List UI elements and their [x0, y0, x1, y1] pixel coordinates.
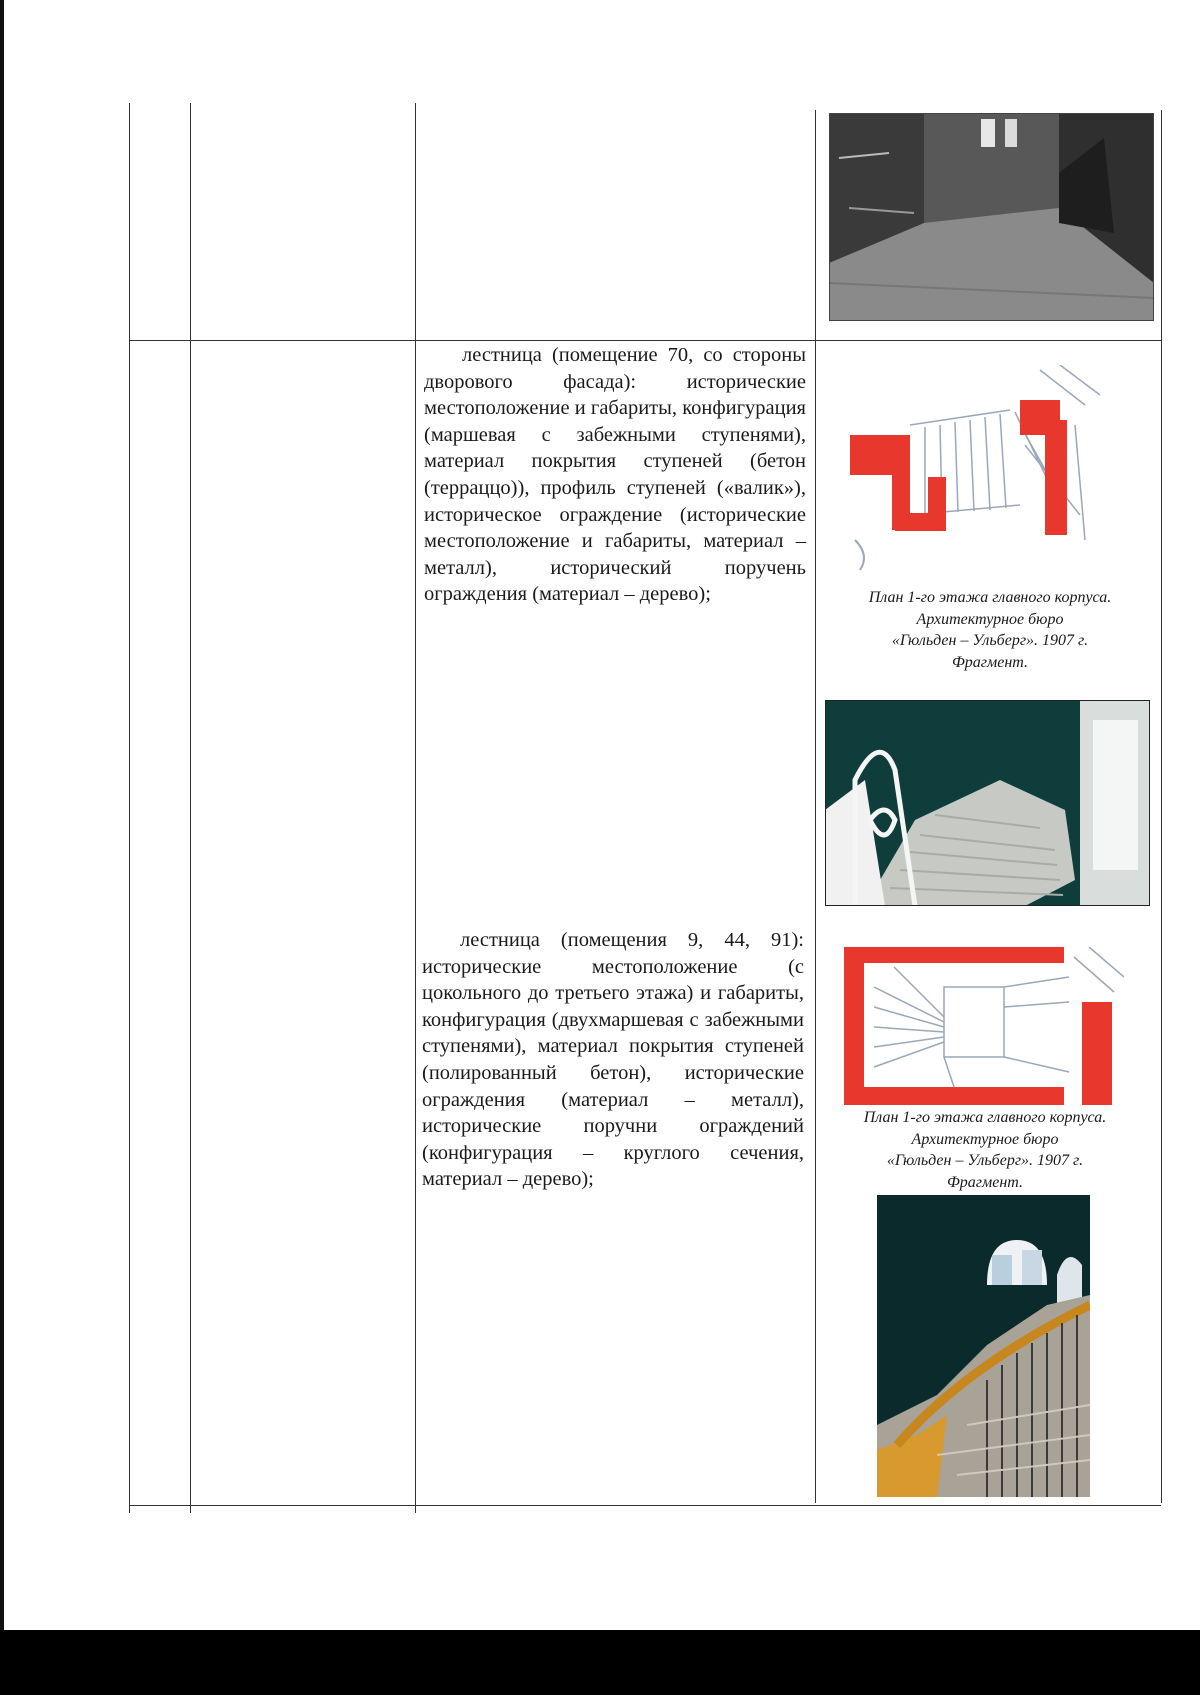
column-divider-3	[815, 110, 816, 1503]
description-staircase-9-44-91: лестница (помещения 9, 44, 91): исторические местоположение (с цокольного до третьего этажа) и габариты, конфигурация (двухмаршевая с забежными ступенями), материал покрытия ступеней (полированный бетон), исторические ограждения (материал – металл), исторические поручни ограждений (конфигурация – круглого сечения, материал – дерево);	[422, 929, 804, 1191]
row-divider	[129, 340, 1161, 341]
table-border-right	[1161, 110, 1162, 1503]
floor-plan-fragment-70	[850, 365, 1112, 580]
table-border-bottom	[129, 1505, 1161, 1506]
scan-bottom-band	[0, 1630, 1200, 1695]
description-staircase-70: лестница (помещение 70, со стороны дворового фасада): исторические местоположение и габариты, конфигурация (маршевая с забежными ступенями), материал покрытия ступеней (бетон (терраццо)), профиль ступеней («валик»), историческое ограждение (исторические местоположение и габариты, материал – металл), исторический поручень ограждения (материал – дерево);	[424, 344, 806, 606]
caption-line-3: «Гюльден – Ульберг». 1907 г.	[891, 632, 1089, 649]
column-divider-1	[190, 103, 191, 1513]
caption-line-4: Фрагмент.	[946, 1173, 1024, 1191]
plan-caption-9-44-91	[820, 1107, 1150, 1193]
stair-landing-photo	[829, 113, 1154, 321]
scan-left-edge	[0, 0, 4, 1630]
caption-line-4: Фрагмент.	[951, 653, 1029, 671]
caption-line-2: Архитектурное бюро	[911, 1130, 1059, 1148]
plan-caption-70	[825, 587, 1155, 673]
staircase-70-photo	[825, 700, 1150, 906]
staircase-9-44-91-photo	[877, 1195, 1090, 1497]
caption-line-2: Архитектурное бюро	[916, 610, 1064, 628]
caption-line-3: «Гюльден – Ульберг». 1907 г.	[886, 1152, 1084, 1169]
table-border-left	[129, 103, 130, 1513]
floor-plan-fragment-9-44-91	[844, 947, 1124, 1105]
caption-line-1: План 1-го этажа главного корпуса.	[863, 1109, 1107, 1126]
caption-line-1: План 1-го этажа главного корпуса.	[868, 589, 1112, 606]
column-divider-2	[415, 103, 416, 1513]
